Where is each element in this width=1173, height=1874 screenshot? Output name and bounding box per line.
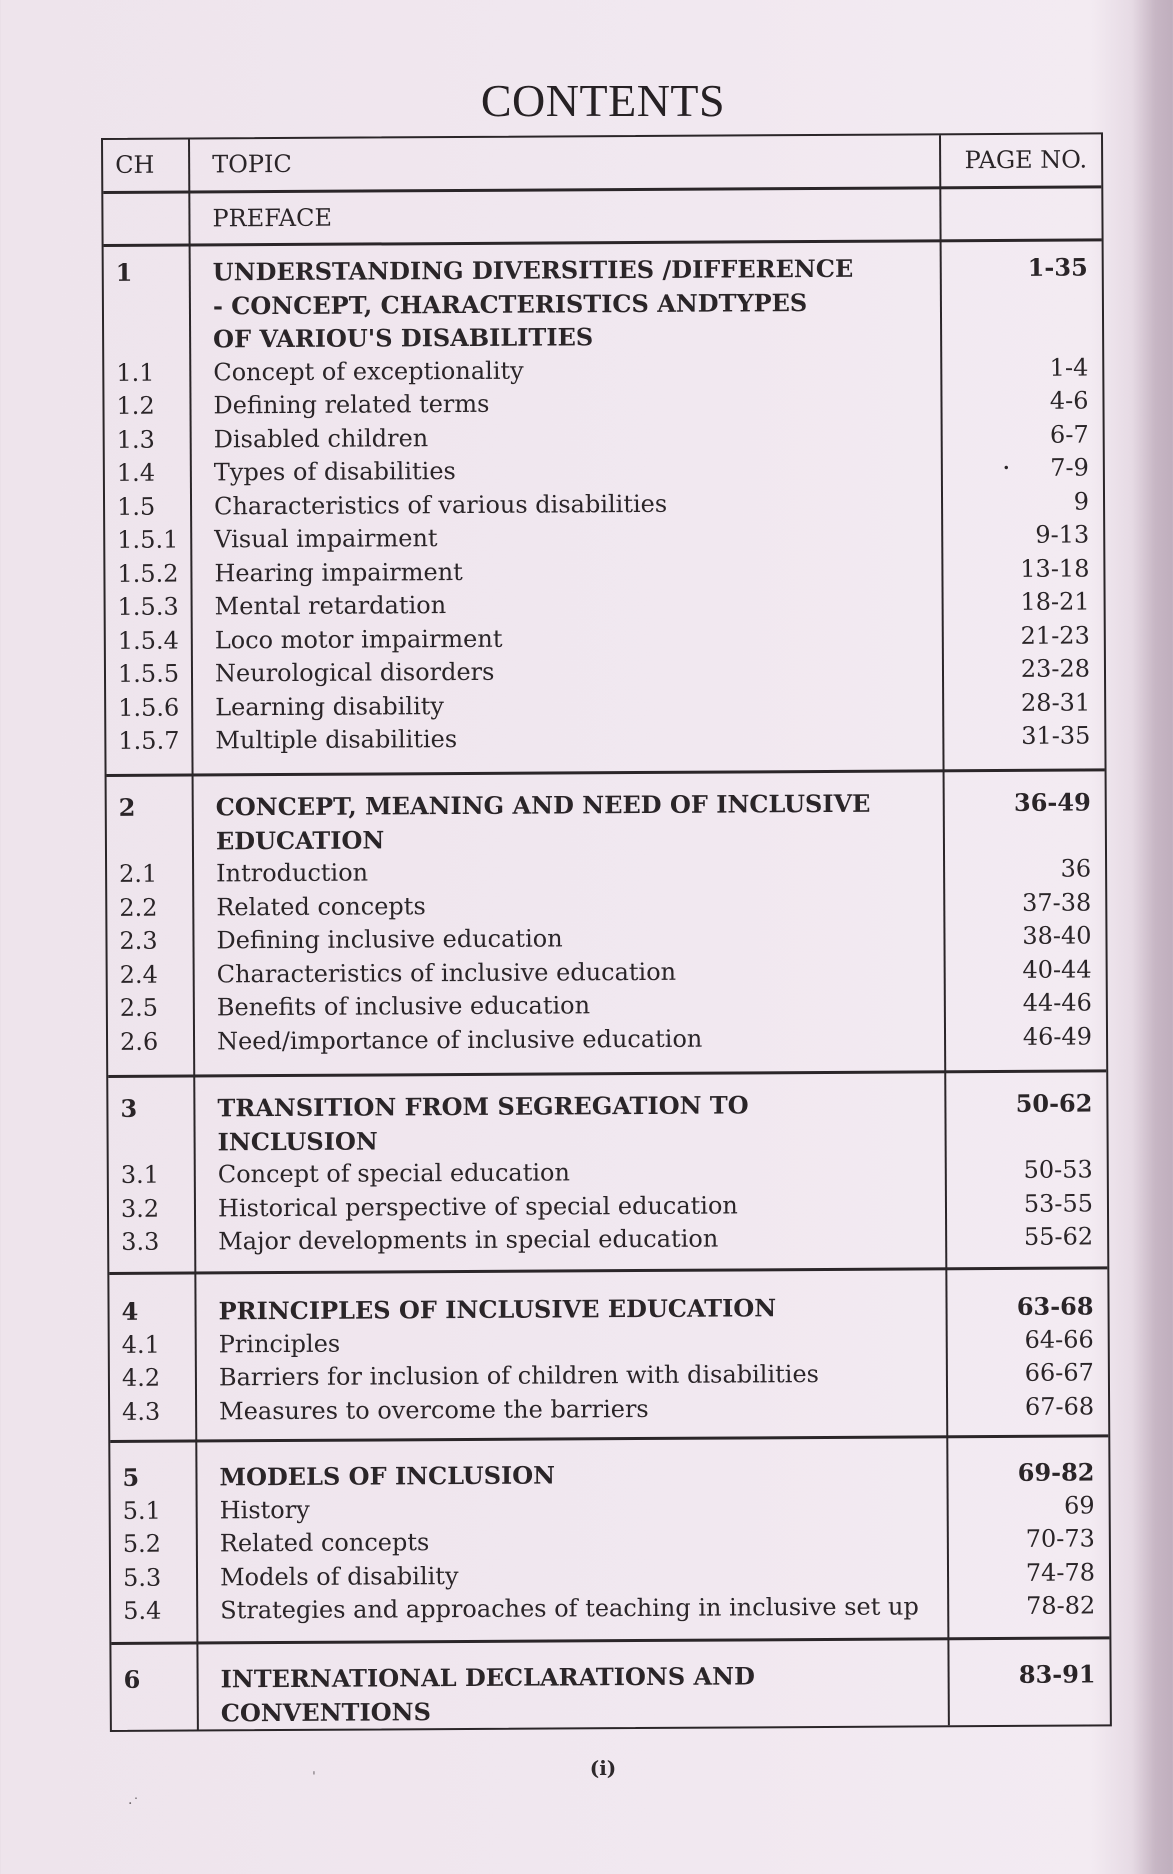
section-number: 1.5 [116,492,156,521]
section-topic: Defining related terms [213,389,490,420]
section-number: 3.2 [120,1194,160,1223]
chapter-heading: INCLUSION [217,1125,378,1156]
section-pages: 4-6 [1049,386,1089,415]
section-number: 1.5.5 [117,659,180,688]
section-pages: 78-82 [1025,1591,1096,1620]
section-pages: 31-35 [1021,721,1091,750]
section-pages: 23-28 [1020,654,1091,683]
page-column-divider [939,135,950,1725]
chapter-pages: 69-82 [1017,1457,1095,1487]
preface-rule [104,238,1102,247]
section-topic: Concept of exceptionality [213,356,524,386]
section-number: 4.2 [121,1363,161,1392]
section-number: 5.4 [123,1596,162,1625]
section-topic: Major developments in special education [218,1224,719,1256]
section-pages: 6-7 [1049,419,1089,449]
section-pages: 67-68 [1024,1391,1095,1421]
section-number: 1.5.3 [117,592,179,621]
section-number: 1.5.7 [118,726,180,755]
section-topic: Concept of special education [217,1158,570,1189]
section-topic: Principles [218,1329,341,1358]
section-topic: Defining inclusive education [216,924,563,955]
section-pages: 28-31 [1020,687,1091,717]
section-rule [107,768,1105,777]
section-rule [109,1266,1107,1275]
section-number: 2.2 [119,893,158,922]
header-page-no: PAGE NO. [964,145,1088,175]
section-number: 1.3 [116,425,155,454]
section-number: 4.3 [122,1397,161,1426]
chapter-pages: 36-49 [1013,787,1091,817]
section-pages: 37-38 [1022,887,1092,917]
section-topic: Related concepts [216,891,426,921]
section-number: 1.5.6 [118,693,180,722]
section-pages: 36 [1060,854,1092,883]
section-topic: Hearing impairment [214,557,463,587]
section-topic: Need/importance of inclusive education [216,1024,703,1055]
chapter-number: 4 [121,1296,139,1326]
chapter-heading: CONVENTIONS [220,1696,431,1727]
chapter-heading: EDUCATION [215,824,385,855]
section-number: 5.2 [122,1529,162,1558]
section-number: 2.1 [119,859,158,888]
section-pages: 9-13 [1035,520,1090,549]
header-rule [103,185,1101,194]
section-topic: Disabled children [213,423,429,453]
header-ch: CH [115,150,155,179]
section-number: 2.5 [119,993,159,1022]
section-number: 5.1 [122,1496,161,1525]
section-topic: Models of disability [219,1561,459,1591]
chapter-pages: 63-68 [1016,1291,1094,1321]
section-number: 4.1 [121,1330,160,1359]
section-number: 2.6 [119,1027,159,1056]
chapter-pages: 83-91 [1018,1659,1096,1689]
chapter-heading: INTERNATIONAL DECLARATIONS AND [220,1661,755,1694]
preface-row: PREFACE [212,203,333,233]
section-topic: Loco motor impairment [214,624,503,654]
chapter-heading: TRANSITION FROM SEGREGATION TO [217,1090,749,1123]
section-number: 1.4 [116,458,156,487]
section-topic: Historical perspective of special education [217,1190,738,1222]
section-rule [110,1434,1108,1443]
chapter-number: 1 [115,257,133,287]
chapter-number: 5 [122,1462,140,1492]
section-number: 2.3 [119,926,158,955]
section-pages: 74-78 [1025,1557,1096,1587]
section-pages: 1-4 [1049,352,1089,382]
chapter-heading: PRINCIPLES OF INCLUSIVE EDUCATION [218,1293,777,1326]
print-dot: • [1002,460,1010,475]
section-pages: 7-9 [1050,453,1089,482]
section-rule [108,1069,1106,1078]
section-topic: Characteristics of inclusive education [216,957,677,988]
section-topic: Related concepts [219,1528,430,1558]
section-topic: Strategies and approaches of teaching in inclusive set up [220,1592,919,1625]
section-pages: 64-66 [1024,1324,1094,1354]
contents-table [101,132,1112,1732]
section-topic: Measures to overcome the barriers [219,1394,649,1425]
section-topic: Benefits of inclusive education [216,991,591,1022]
section-topic: Characteristics of various disabilities [213,489,668,520]
section-pages: 46-49 [1022,1021,1093,1051]
section-rule [111,1636,1109,1645]
section-number: 1.5.4 [117,626,179,655]
chapter-heading: OF VARIOU'S DISABILITIES [213,322,594,354]
section-number: 1.5.2 [117,559,179,588]
section-pages: 13-18 [1020,553,1090,583]
section-number: 1.5.1 [117,525,179,554]
print-speck: ·˙ [128,1796,140,1812]
chapter-pages: 1-35 [1027,252,1088,282]
section-pages: 38-40 [1022,921,1092,950]
section-topic: Multiple disabilities [215,725,458,755]
section-pages: 21-23 [1020,620,1090,650]
section-pages: 9 [1073,486,1090,516]
section-topic: History [219,1495,310,1524]
chapter-heading: - CONCEPT, CHARACTERISTICS ANDTYPES [212,287,808,320]
section-number: 1.1 [116,358,155,387]
page-number: (i) [589,1756,617,1780]
section-topic: Learning disability [215,691,445,721]
section-pages: 69 [1064,1490,1095,1520]
section-number: 5.3 [122,1563,162,1592]
header-topic: TOPIC [212,149,292,179]
chapter-number: 2 [118,792,136,822]
section-pages: 55-62 [1023,1222,1094,1251]
section-pages: 50-53 [1023,1155,1093,1184]
section-topic: Visual impairment [214,524,438,554]
chapter-number: 3 [120,1093,138,1123]
chapter-heading: UNDERSTANDING DIVERSITIES /DIFFERENCE [212,253,854,287]
section-pages: 66-67 [1024,1358,1094,1387]
chapter-pages: 50-62 [1015,1088,1093,1118]
section-topic: Introduction [216,858,369,888]
section-number: 1.2 [116,391,155,420]
section-pages: 18-21 [1020,587,1090,616]
ch-column-divider [188,140,199,1730]
section-topic: Types of disabilities [213,457,456,487]
section-pages: 53-55 [1023,1188,1094,1218]
section-pages: 70-73 [1025,1524,1095,1553]
section-number: 3.3 [121,1227,160,1256]
page-title: CONTENTS [480,75,726,126]
chapter-heading: CONCEPT, MEANING AND NEED OF INCLUSIVE [215,788,871,822]
print-speck: ˈ [312,1770,316,1786]
section-pages: 40-44 [1022,954,1092,984]
section-pages: 44-46 [1022,988,1092,1017]
section-topic: Barriers for inclusion of children with disabilities [218,1360,820,1392]
section-number: 2.4 [119,960,158,989]
section-topic: Mental retardation [214,591,447,621]
section-topic: Neurological disorders [214,657,495,688]
section-number: 3.1 [120,1160,160,1189]
chapter-heading: MODELS OF INCLUSION [219,1460,556,1492]
chapter-number: 6 [123,1664,141,1694]
